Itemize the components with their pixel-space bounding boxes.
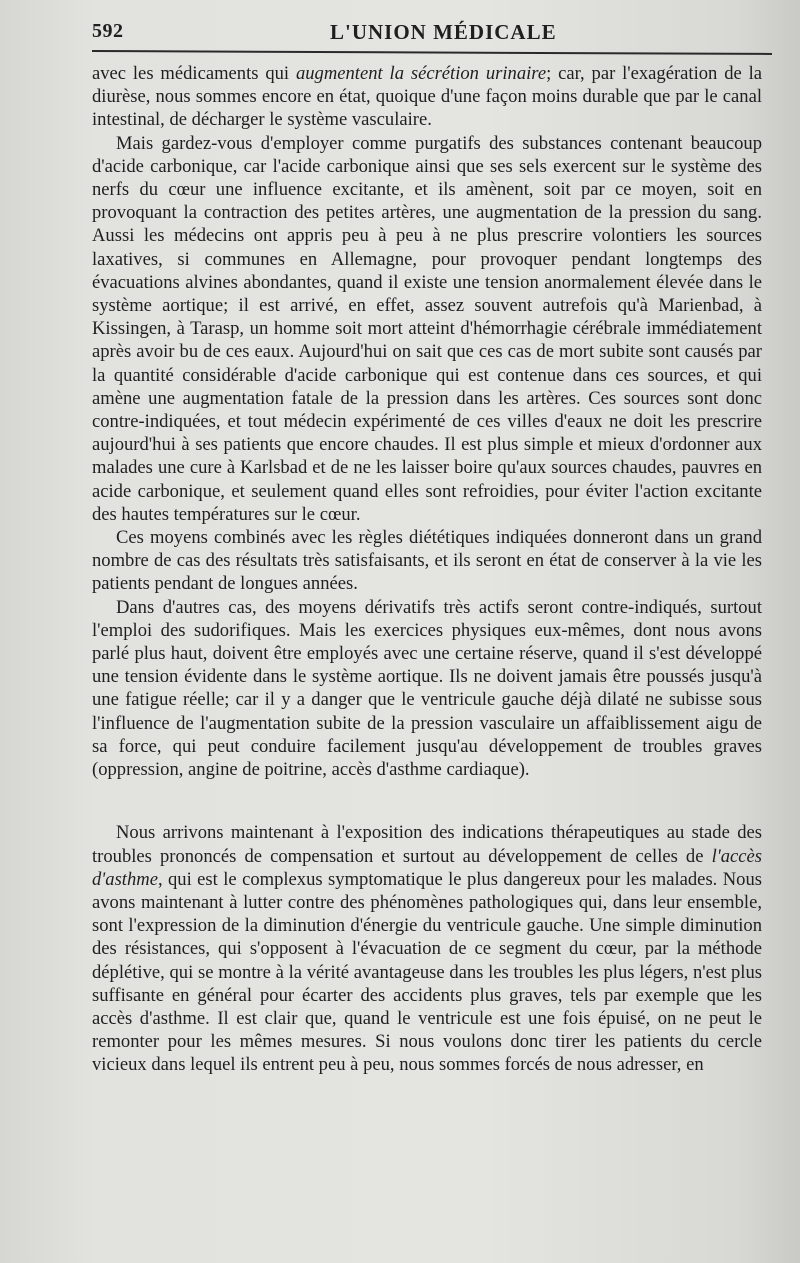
emphasis-text: augmentent la sécrétion urinaire xyxy=(295,63,547,84)
paragraph-text: ; car, par l'exagération de la diurèse, nous sommes encore en état, quoique d'une façon moins durable que par le canal intestinal, de décharger le système vasculaire. xyxy=(92,63,763,131)
paragraph-text: , qui est le complexus symptomatique le plus dangereux pour les malades. Nous avons maintenant à lutter contre des phénomènes pathologiques qui, dans leur ensemble, sont l'expression de la diminution d'énergie du ventricule gauche. Une simple diminution des résistances, qui s'opposent à l'évacuation de ce segment du cœur, par la méthode déplétive, qui se montre à la vérité avantageuse dans les troubles les plus légers, n'est plus suffisante en général pour écarter des accidents plus graves, tels par exemple que les accès d'asthme. Il est clair que, quand le ventricule est une fois épuisé, on ne peut le remonter pour les mêmes mesures. Si nous voulons donc tirer les patients du cercle vicieux dans lequel ils entrent peu à peu, nous sommes forcés de nous adresser, en xyxy=(92,868,762,1076)
paragraph xyxy=(92,526,762,596)
running-head xyxy=(92,0,762,62)
header-rule xyxy=(92,50,772,55)
paragraph xyxy=(92,62,762,132)
paragraph xyxy=(92,132,762,526)
page-number: 592 xyxy=(92,20,124,42)
paragraph-text: avec les médicaments qui xyxy=(92,63,296,84)
paragraph-text: Dans d'autres cas, des moyens dérivatifs très actifs seront contre-indiqués, surtout l'emploi des sudorifiques. Mais les exercices physiques eux-mêmes, dont nous avons parlé plus haut, doivent être employés avec une certaine réserve, quand il s'est développé une tension évidente dans le système aortique. Ils ne doivent jamais être poussés jusqu'à une fatigue réelle; car il y a danger que le ventricule gauche déjà dilaté ne subisse sous l'influence de l'augmentation subite de la pression vasculaire un affaiblissement aigu de sa force, qui peut conduire facilement jusqu'au développement de troubles graves (oppression, angine de poitrine, accès d'asthme cardiaque). xyxy=(92,596,762,781)
emphasis-text: l'accès d'asthme xyxy=(92,845,762,890)
article-body xyxy=(92,62,762,1077)
paragraph xyxy=(92,596,762,782)
paragraph-text: Ces moyens combinés avec les règles diététiques indiquées donneront dans un grand nombre de cas des résultats très satisfaisants, et ils seront en état de conserver à la vie les patients pendant de longues années. xyxy=(92,527,762,595)
paragraph-text: Mais gardez-vous d'employer comme purgatifs des substances contenant beaucoup d'acide carbonique, car l'acide carbonique ainsi que ses sels exercent sur le système des nerfs du cœur une influence excitante, et ils amènent, soit par ce moyen, soit en provoquant la contraction des petites artères, une augmentation de la pression du sang. Aussi les médecins ont appris peu à peu à ne plus prescrire volontiers les sources laxatives, si communes en Allemagne, pour provoquer pendant longtemps des évacuations alvines abondantes, quand il existe une tension anormalement élevée dans le système aortique; il est arrivé, en effet, assez souvent autrefois qu'à Marienbad, à Kissingen, à Tarasp, un homme soit mort atteint d'hémorrhagie cérébrale immédiatement après avoir bu de ces eaux. Aujourd'hui on sait que ces cas de mort subite sont causés par la quantité considérable d'acide carbonique qui est contenue dans ces sources, et qui amène une augmentation fatale de la pression dans les artères. Ces sources sont donc contre-indiquées, et tout médecin expérimenté de ces villes d'eaux ne doit les prescrire aujourd'hui à ses patients que encore chaudes. Il est plus simple et mieux d'ordonner aux malades une cure à Karlsbad et de ne les laisser boire qu'aux sources chaudes, pauvres en acide carbonique, et seulement quand elles sont refroidies, pour éviter l'action excitante des hautes températures sur le cœur. xyxy=(92,132,762,525)
paragraph xyxy=(92,821,762,1076)
journal-title: L'UNION MÉDICALE xyxy=(330,20,557,44)
paragraph-text: Nous arrivons maintenant à l'exposition des indications thérapeutiques au stade des troubles prononcés de compensation et surtout au développement de celles de xyxy=(92,822,762,867)
